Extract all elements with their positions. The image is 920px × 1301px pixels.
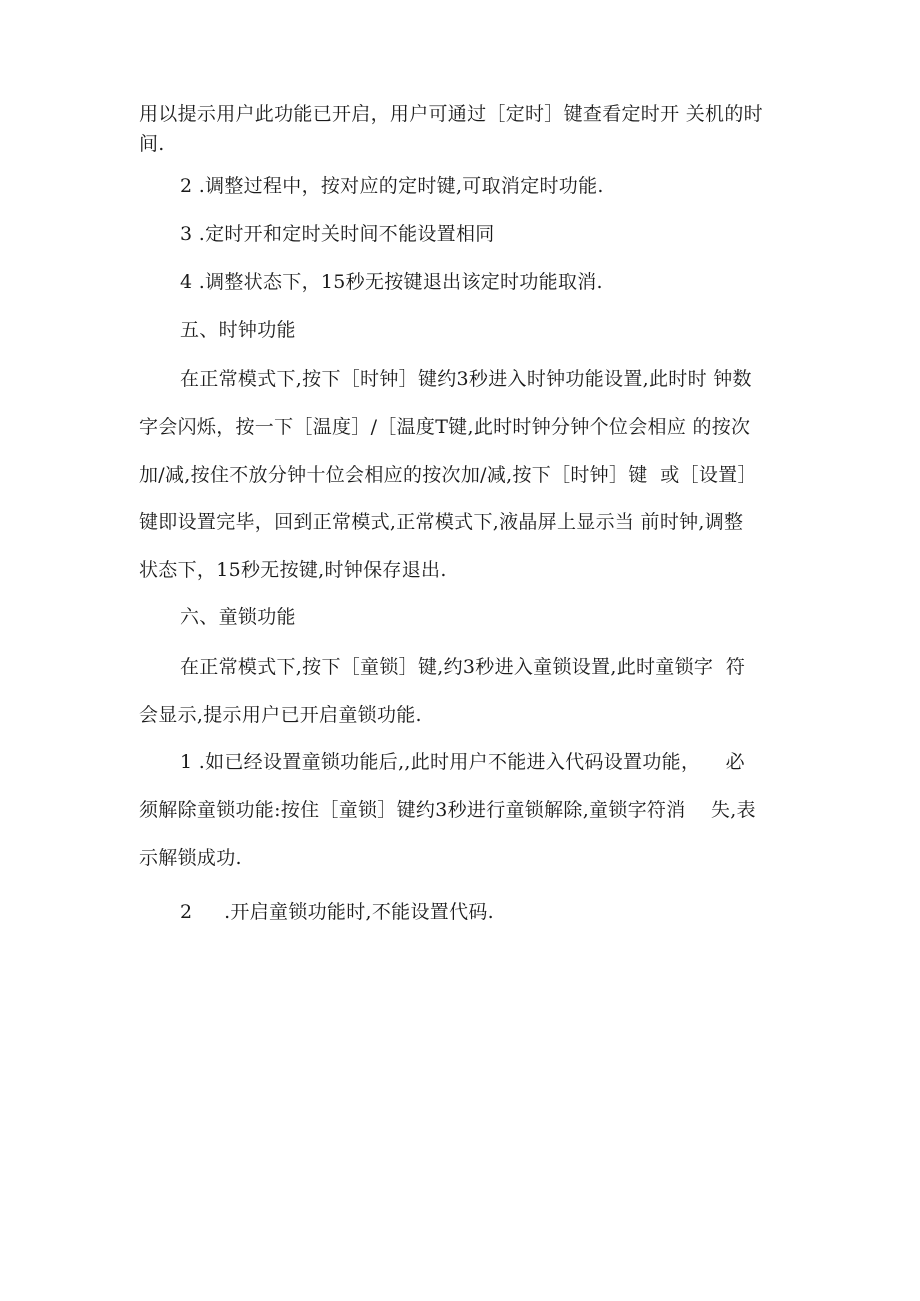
text-line: 示解锁成功. (139, 847, 242, 869)
text-line: 在正常模式下,按下［时钟］键约3秒进入时钟功能设置,此时时 钟数 (180, 368, 752, 390)
text-line: 须解除童锁功能:按住［童锁］键约3秒进行童锁解除,童锁字符消 失,表 (139, 799, 756, 821)
list-item: 2 .调整过程中，按对应的定时键,可取消定时功能. (180, 175, 604, 197)
list-item: 1 .如已经设置童锁功能后,,此时用户不能进入代码设置功能， 必 (180, 751, 745, 773)
list-item: 3 .定时开和定时关时间不能设置相同 (180, 223, 495, 245)
text-line: 间. (139, 133, 165, 155)
text-line: 用以提示用户此功能已开启，用户可通过［定时］键查看定时开 关机的时 (139, 103, 763, 125)
list-item: 2 .开启童锁功能时,不能设置代码. (180, 901, 495, 923)
text-line: 字会闪烁，按一下［温度］/［温度T键,此时时钟分钟个位会相应 的按次 (139, 416, 751, 438)
text-line: 键即设置完毕，回到正常模式,正常模式下,液晶屏上显示当 前时钟,调整 (139, 511, 744, 533)
section-heading-clock: 五、时钟功能 (180, 319, 296, 341)
text-line: 加/减,按住不放分钟十位会相应的按次加/减,按下［时钟］键 或［设置］ (139, 464, 757, 486)
list-item: 4 .调整状态下，15秒无按键退出该定时功能取消. (180, 271, 603, 293)
text-line: 在正常模式下,按下［童锁］键,约3秒进入童锁设置,此时童锁字 符 (180, 656, 746, 678)
text-line: 状态下，15秒无按键,时钟保存退出. (139, 559, 447, 581)
text-line: 会显示,提示用户已开启童锁功能. (139, 704, 422, 726)
section-heading-child-lock: 六、童锁功能 (180, 606, 296, 628)
